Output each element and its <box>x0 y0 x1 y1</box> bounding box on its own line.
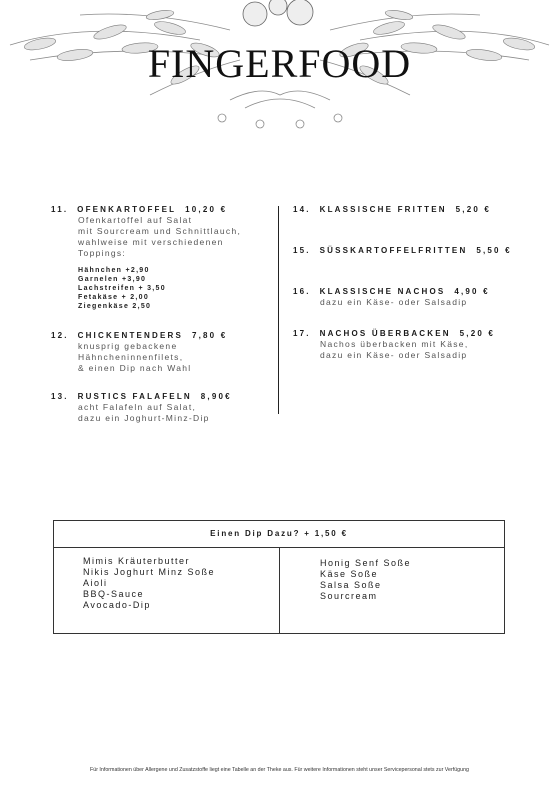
column-divider <box>278 206 279 414</box>
item-number: 14. <box>293 205 311 214</box>
item-price: 4,90 € <box>454 287 490 296</box>
dip-item: Salsa Soße <box>320 580 382 590</box>
dip-item: Mimis Kräuterbutter <box>83 556 191 566</box>
item-price: 5,20 € <box>455 205 492 214</box>
item-description: Nachos überbacken mit Käse, dazu ein Käse- oder Salsadip <box>320 339 469 360</box>
item-price: 5,20 € <box>459 329 496 338</box>
dip-item: Aioli <box>83 578 108 588</box>
item-description: acht Falafeln auf Salat, dazu ein Joghurt-Minz-Dip <box>78 402 210 423</box>
dip-box-divider <box>279 547 280 633</box>
item-price: 8,90€ <box>200 392 232 401</box>
item-name: KLASSISCHE FRITTEN <box>319 205 447 214</box>
menu-item-heading <box>293 328 533 339</box>
menu-item-heading <box>293 286 533 297</box>
item-number: 16. <box>293 287 311 296</box>
item-name: OFENKARTOFFEL <box>77 205 177 214</box>
dip-item: Nikis Joghurt Minz Soße <box>83 567 216 577</box>
dip-box-title: Einen Dip Dazu? + 1,50 € <box>54 521 504 548</box>
item-number: 12. <box>51 331 69 340</box>
item-name: NACHOS ÜBERBACKEN <box>319 329 451 338</box>
dip-item: Sourcream <box>320 591 378 601</box>
menu-column-left <box>51 204 276 424</box>
dip-item: Käse Soße <box>320 569 379 579</box>
menu-item <box>51 204 276 311</box>
item-description: dazu ein Käse- oder Salsadip <box>320 297 468 307</box>
topping-item: Hähnchen +2,90 <box>78 267 150 274</box>
topping-item: Lachstreifen + 3,50 <box>78 285 166 292</box>
dip-item: Honig Senf Soße <box>320 558 412 568</box>
menu-item <box>293 204 533 215</box>
menu-item <box>293 328 533 361</box>
topping-item: Fetakäse + 2,00 <box>78 294 150 301</box>
dip-options-box <box>53 520 505 634</box>
dip-list-right <box>320 558 411 602</box>
menu-item <box>293 245 533 256</box>
menu-column-right <box>293 204 533 361</box>
menu-item <box>293 286 533 308</box>
item-name: RUSTICS FALAFELN <box>77 392 192 401</box>
item-number: 11. <box>51 205 69 214</box>
item-price: 5,50 € <box>476 246 512 255</box>
topping-item: Garnelen +3,90 <box>78 276 147 283</box>
item-description: Ofenkartoffel auf Salat mit Sourcream und Schnittlauch, wahlweise mit verschiedenen Toppings: <box>78 215 242 258</box>
item-description: knusprig gebackene Hähncheninnenfilets, & einen Dip nach Wahl <box>78 341 192 373</box>
menu-item-heading <box>51 204 276 215</box>
allergen-footer-note: Für Informationen über Allergene und Zusatzstoffe liegt eine Tabelle an der Theke aus. Für weitere Informationen steht unser Servicepersonal stets zur Verfügung <box>90 767 469 773</box>
dip-list-left <box>83 556 215 611</box>
item-name: KLASSISCHE NACHOS <box>319 287 446 296</box>
menu-item <box>51 330 276 374</box>
page-title: FINGERFOOD <box>147 41 412 86</box>
dip-item: BBQ-Sauce <box>83 589 145 599</box>
item-name: SÜSSKARTOFFELFRITTEN <box>319 246 468 255</box>
topping-item: Ziegenkäse 2,50 <box>78 303 152 310</box>
item-price: 10,20 € <box>185 205 228 214</box>
item-number: 15. <box>293 246 311 255</box>
item-price: 7,80 € <box>191 331 228 340</box>
item-name: CHICKENTENDERS <box>77 331 184 340</box>
menu-item-heading <box>51 391 276 402</box>
topping-list <box>51 266 276 311</box>
menu-item-heading <box>293 204 533 215</box>
item-number: 17. <box>293 329 311 338</box>
menu-item <box>51 391 276 424</box>
item-number: 13. <box>51 392 69 401</box>
menu-item-heading <box>293 245 533 256</box>
menu-item-heading <box>51 330 276 341</box>
dip-item: Avocado-Dip <box>83 600 151 610</box>
